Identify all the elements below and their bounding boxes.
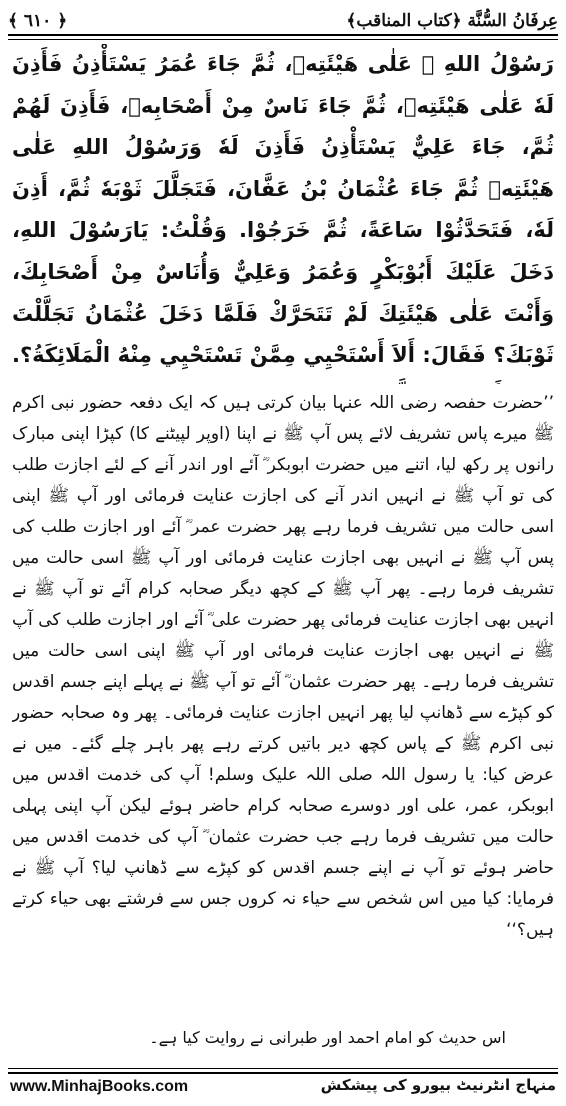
book-title: عِرفَانُ السُّنَّة ﴿كتاب المناقب﴾ [346,11,558,31]
source-reference: اس حدیث کو امام احمد اور طبرانی نے روایت کیا ہے۔ [149,1028,506,1047]
website-link[interactable]: www.MinhajBooks.com [10,1078,189,1095]
page-header [8,6,558,36]
footer-divider [8,1068,558,1074]
publisher-credit: منہاج انٹرنیٹ بیورو کی پیشکش [320,1076,556,1094]
page-number: ﴾ ٦١٠ ﴿ [8,11,68,31]
urdu-translation-text: ’’حضرت حفصہ رضی اللہ عنہا بیان کرتی ہیں کہ ایک دفعہ حضور نبی اکرم ﷺ میرے پاس تشریف لائے پس آپ ﷺ نے اپنا (اوپر لپیٹنے کا) کپڑا اپنی مبارک رانوں پر رکھ لیا، اتنے میں حضرت ابوبکر ؓ آئے اور اندر آنے کے لئے اجازت طلب کی تو آپ ﷺ نے انہیں اندر آنے کی اجازت عنایت فرمائی اور آپ ﷺ اپنی اسی حالت میں تشریف فرما رہے پھر حضرت عمر ؓ آئے اور اجازت طلب کی پس آپ ﷺ نے انہیں بھی اجازت عنایت فرمائی اور آپ ﷺ اسی حالت میں تشریف فرما رہے۔ پھر آپ ﷺ کے کچھ دیگر صحابہ کرام آئے تو آپ ﷺ نے انہیں بھی اجازت عنایت فرمائی پھر حضرت علی ؓ آئے اور اجازت طلب کی آپ ﷺ نے انہیں بھی اجازت عنایت فرمائی اور آپ ﷺ اپنی اسی حالت میں تشریف فرما رہے۔ پھر حضرت عثمان ؓ آئے تو آپ ﷺ نے پہلے اپنے جسم اقدس کو کپڑے سے ڈھانپ لیا پھر انہیں اجازت عنایت فرمائی۔ پھر وہ صحابہ حضور نبی اکرم ﷺ کے پاس کچھ دیر باتیں کرتے رہے پھر باہر چلے گئے۔ میں نے عرض کیا: یا رسول اللہ صلی اللہ علیک وسلم! آپ کی خدمت اقدس میں ابوبکر، عمر، علی اور دوسرے صحابہ کرام حاضر ہوئے لیکن آپ اپنی پہلی حالت میں تشریف فرما رہے جب حضرت عثمان ؓ آپ کی خدمت اقدس میں حاضر ہوئے تو آپ نے اپنے جسم اقدس کو کپڑے سے ڈھانپ لیا؟ آپ ﷺ نے فرمایا: کیا میں اس شخص سے حیاء نہ کروں جس سے فرشتے بھی حیاء کرتے ہیں؟‘‘ [12,393,554,940]
header-divider [8,34,558,40]
arabic-hadith-text: رَسُوْلُ اللهِ ﷺ عَلٰى هَيْئَتِهٖ، ثُمَّ جَاءَ عُمَرُ يَسْتَأْذِنُ فَأَذِنَ لَهٗ عَلٰى هَيْئَتِهٖ، ثُمَّ جَاءَ نَاسٌ مِنْ أَصْحَابِهٖ، فَأَذِنَ لَهُمْ ثُمَّ، جَاءَ عَلِيٌّ يَسْتَأْذِنُ فَأَذِنَ لَهٗ وَرَسُوْلُ اللهِ عَلٰى هَيْئَتِهٖ ثُمَّ جَاءَ عُثْمَانُ بْنُ عَفَّانَ، فَتَجَلَّلَ ثَوْبَهٗ ثُمَّ، أَذِنَ لَهٗ، فَتَحَدَّثُوْا سَاعَةً، ثُمَّ خَرَجُوْا. وَقُلْتُ: يَارَسُوْلَ اللهِ، دَخَلَ عَلَيْكَ أَبُوْبَكْرٍ وَعُمَرُ وَعَلِيٌّ وَأُنَاسٌ مِنْ أَصْحَابِكَ، وَأَنْتَ عَلٰى هَيْئَتِكَ لَمْ تَتَحَرَّكْ فَلَمَّا دَخَلَ عُثْمَانُ تَجَلَّلْتَ ثَوْبَكَ؟ فَقَالَ: أَلاَ أَسْتَحْيِي مِمَّنْ تَسْتَحْيِي مِنْهُ الْمَلَائِكَةُ؟. [12,52,554,368]
